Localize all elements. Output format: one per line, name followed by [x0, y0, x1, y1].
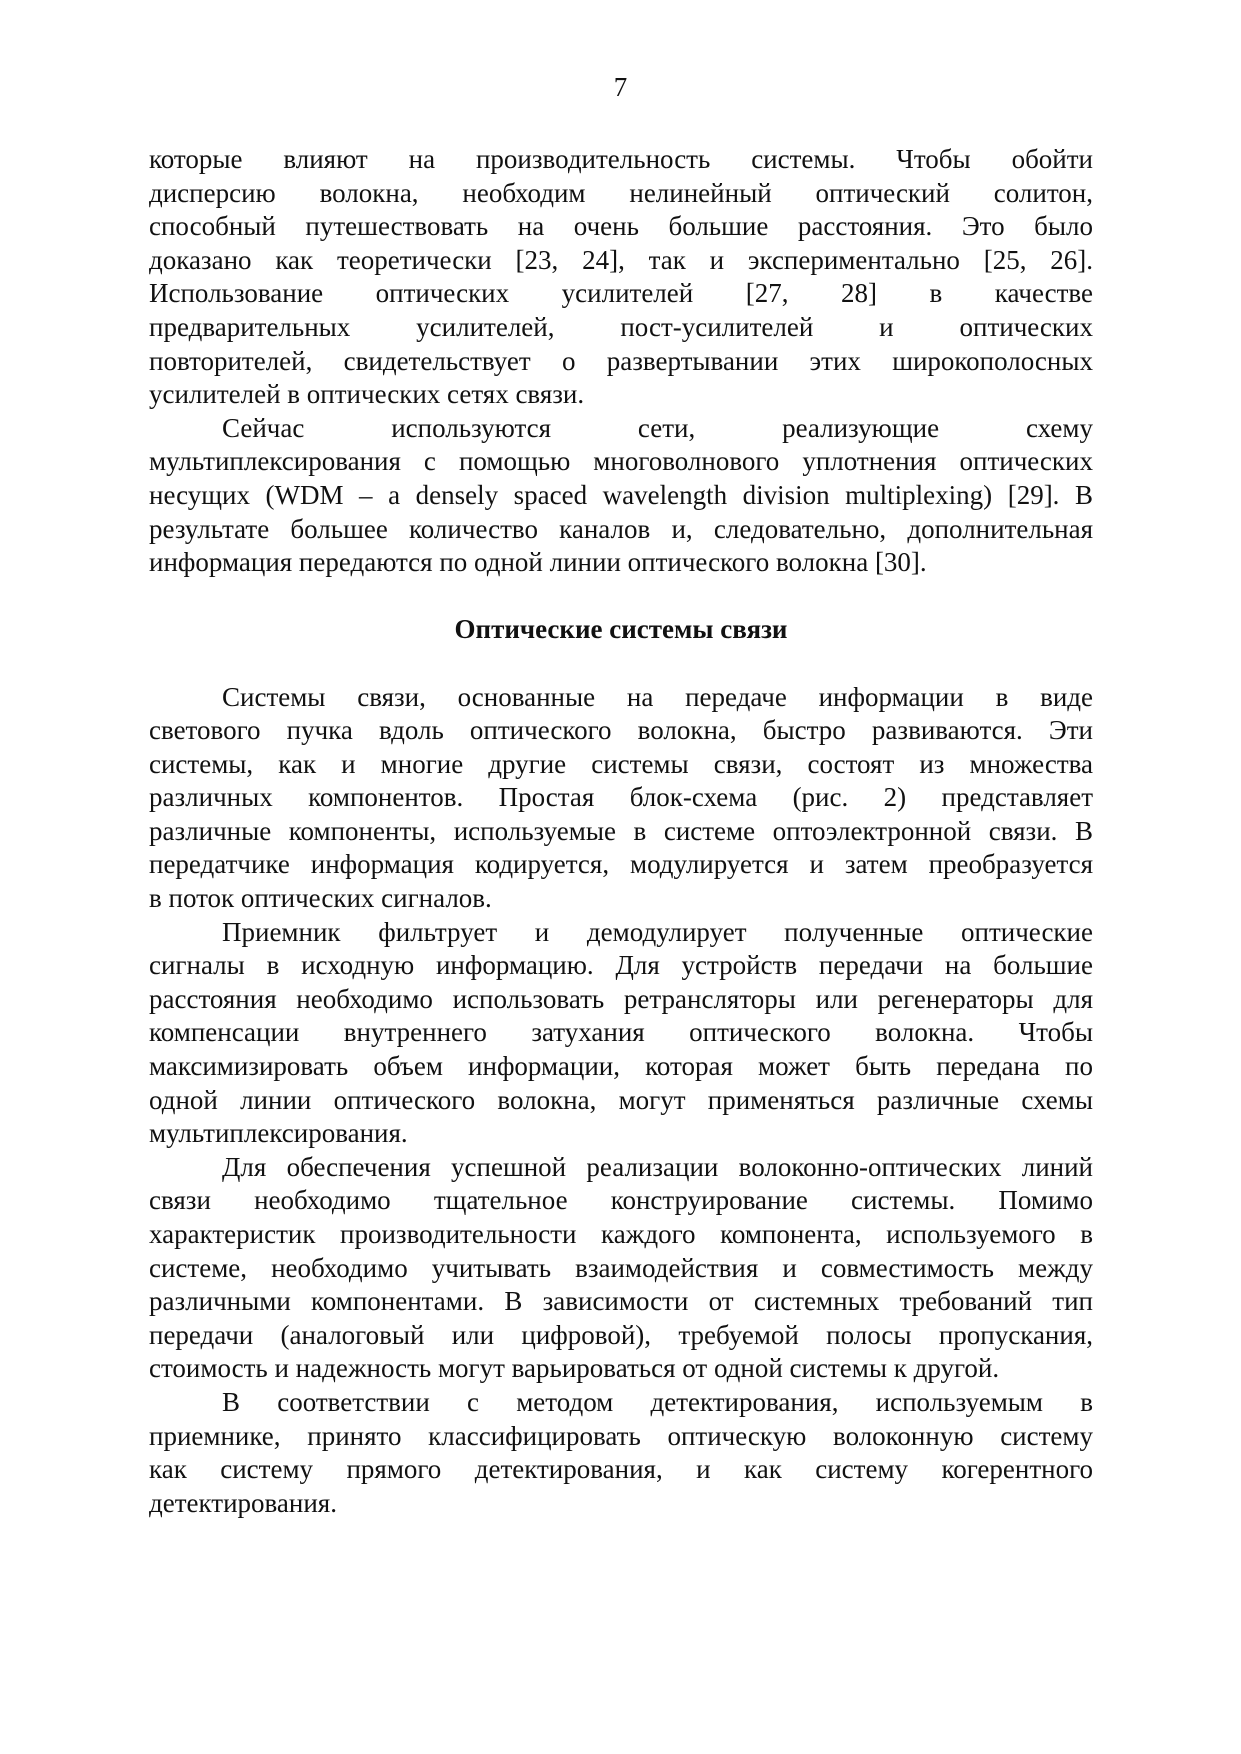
text-line: доказано как теоретически [23, 24], так и экспериментально [25, 26].: [149, 244, 1093, 275]
text-line: информация передаются по одной линии оптического волокна [30].: [149, 547, 927, 578]
text-line: усилителей в оптических сетях связи.: [149, 379, 585, 410]
paragraph: [149, 916, 1093, 1151]
section-heading: Оптические системы связи: [454, 614, 788, 645]
text-line: светового пучка вдоль оптического волокна, быстро развиваются. Эти: [149, 715, 1093, 746]
text-line: передатчике информация кодируется, модулируется и затем преобразуется: [149, 849, 1093, 880]
text-line: системы, как и многие другие системы связи, состоят из множества: [149, 748, 1093, 779]
text-line: максимизировать объем информации, которая может быть передана по: [149, 1051, 1093, 1082]
text-line: передачи (аналоговый или цифровой), требуемой полосы пропускания,: [149, 1319, 1093, 1350]
document-body: [149, 143, 1093, 1520]
text-line: характеристик производительности каждого компонента, используемого в: [149, 1219, 1093, 1249]
text-line: результате большее количество каналов и, следовательно, дополнительная: [149, 513, 1093, 544]
text-line: способный путешествовать на очень большие расстояния. Это было: [149, 211, 1093, 242]
text-line: Приемник фильтрует и демодулирует полученные оптические: [222, 916, 1093, 947]
paragraph: [149, 1151, 1093, 1386]
text-line: В соответствии с методом детектирования, используемым в: [222, 1386, 1093, 1417]
text-line: которые влияют на производительность системы. Чтобы обойти: [149, 144, 1093, 174]
text-line: Системы связи, основанные на передаче информации в виде: [222, 681, 1093, 712]
text-line: Для обеспечения успешной реализации волоконно-оптических линий: [222, 1151, 1093, 1182]
text-line: дисперсию волокна, необходим нелинейный оптический солитон,: [149, 177, 1093, 208]
text-line: повторителей, свидетельствует о развертывании этих широкополосных: [149, 345, 1093, 376]
text-line: одной линии оптического волокна, могут применяться различные схемы: [149, 1084, 1093, 1115]
blank-line: [149, 647, 1093, 681]
text-line: Использование оптических усилителей [27, 28] в качестве: [149, 278, 1093, 309]
text-line: различные компоненты, используемые в системе оптоэлектронной связи. В: [149, 815, 1093, 846]
text-line: сигналы в исходную информацию. Для устройств передачи на большие: [149, 950, 1093, 981]
text-line: как систему прямого детектирования, и как систему когерентного: [149, 1454, 1093, 1485]
text-line: стоимость и надежность могут варьироваться от одной системы к другой.: [149, 1353, 1000, 1384]
text-line: компенсации внутреннего затухания оптического волокна. Чтобы: [149, 1017, 1093, 1048]
section-optical-systems: [149, 681, 1093, 1521]
text-line: Сейчас используются сети, реализующие схему: [222, 412, 1093, 443]
text-line: различными компонентами. В зависимости от системных требований тип: [149, 1286, 1093, 1317]
text-line: в поток оптических сигналов.: [149, 883, 492, 914]
text-line: мультиплексирования.: [149, 1118, 408, 1149]
text-line: связи необходимо тщательное конструирование системы. Помимо: [149, 1185, 1093, 1216]
paragraph: [149, 412, 1093, 580]
page-number: 7: [613, 72, 628, 102]
paragraph: [149, 1386, 1093, 1520]
blank-line: [149, 580, 1093, 614]
text-line: расстояния необходимо использовать ретрансляторы или регенераторы для: [149, 983, 1093, 1014]
text-line: предварительных усилителей, пост-усилителей и оптических: [149, 311, 1093, 342]
text-line: системе, необходимо учитывать взаимодействия и совместимость между: [149, 1252, 1093, 1283]
text-line: приемнике, принято классифицировать оптическую волоконную систему: [149, 1420, 1093, 1451]
section-intro: [149, 143, 1093, 580]
text-line: различных компонентов. Простая блок-схема (рис. 2) представляет: [149, 782, 1093, 813]
paragraph: [149, 681, 1093, 916]
paragraph: [149, 143, 1093, 412]
text-line: детектирования.: [149, 1487, 337, 1518]
text-line: мультиплексирования с помощью многоволнового уплотнения оптических: [149, 446, 1093, 477]
text-line: несущих (WDM – a densely spaced wavelength division multiplexing) [29]. В: [149, 479, 1093, 510]
